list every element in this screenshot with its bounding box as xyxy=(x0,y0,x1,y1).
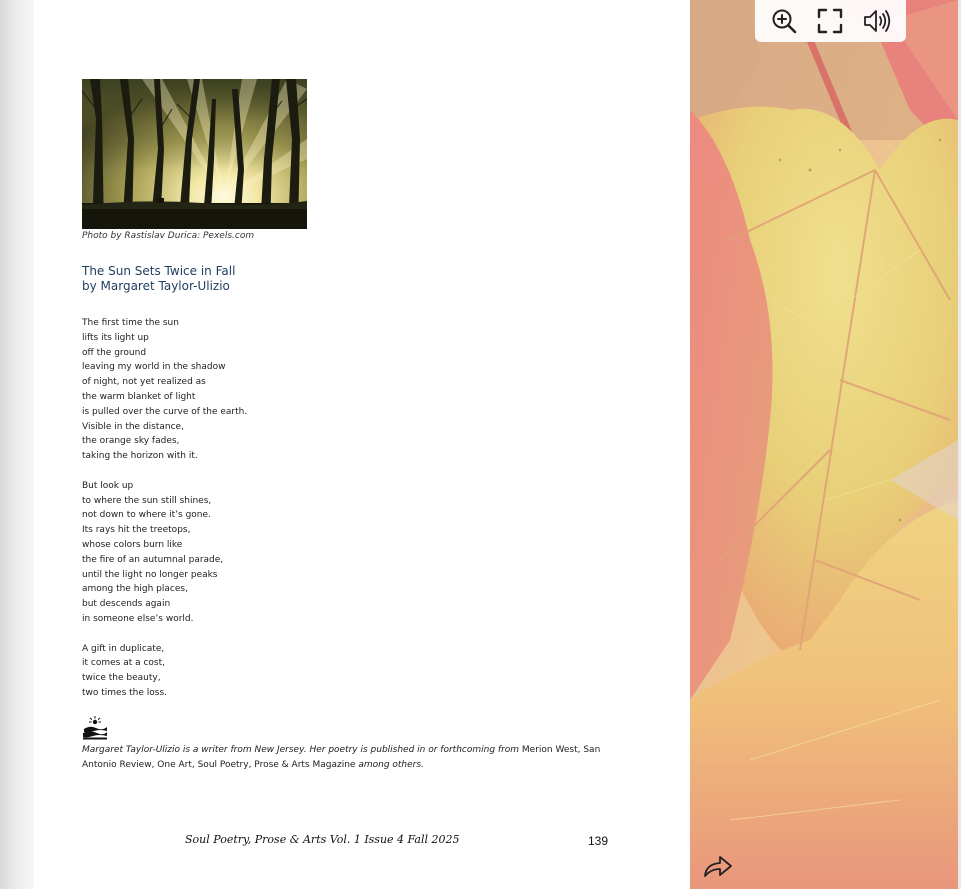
poem-line: two times the loss. xyxy=(82,687,168,698)
poem-title-block xyxy=(82,264,235,294)
fullscreen-button[interactable] xyxy=(814,5,846,37)
speaker-icon xyxy=(862,7,892,35)
read-aloud-button[interactable] xyxy=(861,5,893,37)
poem-body xyxy=(82,316,247,701)
page-number: 139 xyxy=(588,834,609,848)
zoom-in-button[interactable] xyxy=(768,5,800,37)
poem-title: The Sun Sets Twice in Fall xyxy=(82,264,236,278)
poem-line: off the ground xyxy=(82,347,147,358)
zoom-in-icon xyxy=(770,7,798,35)
poem-line: lifts its light up xyxy=(82,332,149,343)
poem-line: until the light no longer peaks xyxy=(82,569,218,580)
photo-caption: Photo by Rastislav Durica: Pexels.com xyxy=(82,231,255,241)
poem-line: in someone else’s world. xyxy=(82,613,194,624)
poem-line: The first time the sun xyxy=(82,318,179,328)
poem-line: Its rays hit the treetops, xyxy=(82,525,191,536)
poem-line: of night, not yet realized as xyxy=(82,377,206,388)
bio-text-end: among others. xyxy=(355,760,424,770)
share-arrow-icon xyxy=(702,852,734,880)
share-button[interactable] xyxy=(702,852,734,880)
poem-line: is pulled over the curve of the earth. xyxy=(82,406,248,417)
poem-line: the warm blanket of light xyxy=(82,391,196,402)
autumn-leaves-page xyxy=(690,0,958,889)
bio-publications: Merion West, San Antonio Review, One Art, Soul Poetry, Prose & Arts Magazine xyxy=(82,745,601,770)
poem-line: Visible in the distance, xyxy=(82,421,184,432)
poem-line: the orange sky fades, xyxy=(82,436,180,447)
poem-line: the fire of an autumnal parade, xyxy=(82,554,224,565)
poem-line: it comes at a cost, xyxy=(82,658,166,669)
sunset-landscape-icon xyxy=(82,716,108,740)
bio-text: Margaret Taylor-Ulizio is a writer from New Jersey. Her poetry is published in or forthcoming from xyxy=(82,745,522,755)
poem-line: but descends again xyxy=(82,599,171,610)
poem-byline: by Margaret Taylor-Ulizio xyxy=(82,279,230,293)
author-bio xyxy=(82,743,602,773)
poem-line: A gift in duplicate, xyxy=(82,643,165,654)
poem-line: among the high places, xyxy=(82,584,188,595)
poem-line: leaving my world in the shadow xyxy=(82,362,226,373)
poem-line: taking the horizon with it. xyxy=(82,451,198,462)
forest-sunrise-photo xyxy=(82,79,307,229)
stanza-break xyxy=(82,464,247,479)
poem-line: not down to where it’s gone. xyxy=(82,510,211,521)
left-page-shadow xyxy=(0,0,34,889)
poem-line: But look up xyxy=(82,480,134,491)
poem-line: to where the sun still shines, xyxy=(82,495,212,506)
viewer-toolbar xyxy=(755,0,906,42)
fullscreen-icon xyxy=(816,7,844,35)
footer-publication-title: Soul Poetry, Prose & Arts Vol. 1 Issue 4 Fall 2025 xyxy=(185,833,460,846)
stanza-break xyxy=(82,627,247,642)
poem-line: twice the beauty, xyxy=(82,673,161,684)
poem-line: whose colors burn like xyxy=(82,539,183,550)
